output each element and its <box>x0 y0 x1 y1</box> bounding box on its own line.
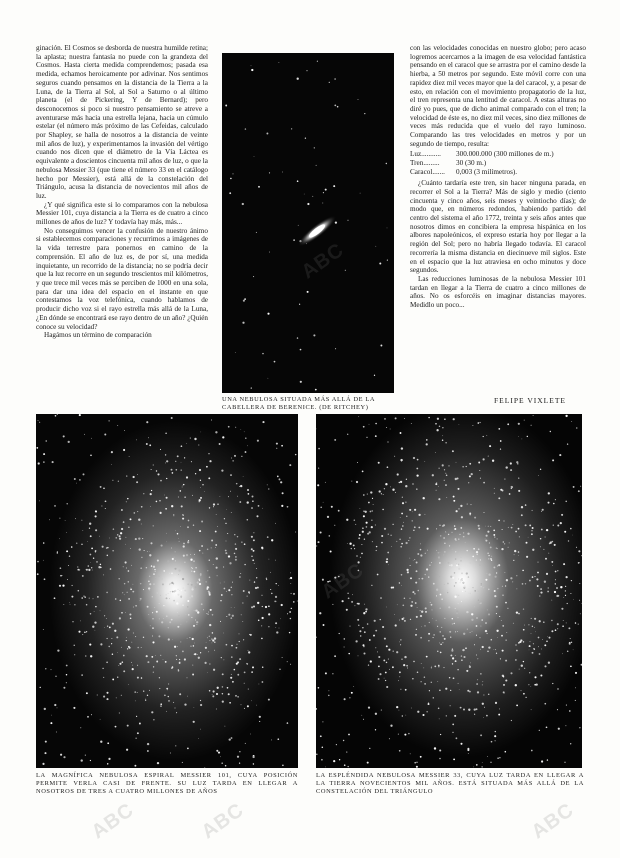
speed-value: 0,003 (3 milímetros). <box>456 167 518 176</box>
nebula-berenice-photo <box>222 53 394 393</box>
speed-value: 300.000.000 (300 millones de m.) <box>456 150 554 159</box>
speed-row <box>410 150 586 159</box>
messier-33-photo <box>316 414 582 768</box>
caption-top: UNA NEBULOSA SITUADA MÁS ALLÁ DE LA CABELLERA DE BERENICE. (DE RITCHEY) <box>222 396 375 411</box>
left-text-column <box>36 44 208 340</box>
right-text-column <box>410 44 586 310</box>
edge-on-galaxy-image <box>222 53 394 393</box>
left-paragraph: ¿Y qué significa este si lo comparamos con la nebulosa Messier 101, cuya distancia a la Tierra es de cuatro a cinco millones de años de luz? Y todavía hay más, más... <box>36 200 208 227</box>
speed-row <box>410 159 586 168</box>
author-signature: FELIPE VIXLETE <box>494 396 566 405</box>
right-paragraph: Las reducciones luminosas de la nebulosa Messier 101 tardan en llegar a la Tierra de cuatro a cinco millones de años. No os esforcéis en imaginar distancias mayores. Medidlo un poco... <box>410 274 586 310</box>
abc-watermark: ABC <box>87 798 139 844</box>
abc-watermark: ABC <box>527 798 579 844</box>
spiral-galaxy-m33-image <box>316 414 582 768</box>
speed-comparison-table <box>410 150 586 176</box>
speed-label: Tren......... <box>410 159 440 168</box>
speed-label: Caracol....... <box>410 167 445 176</box>
left-paragraph: No conseguimos vencer la confusión de nuestro ánimo si establecemos comparaciones y recurrimos a imágenes de la vida terrestre para ponernos en camino de la comprensión. El año de luz es, de por sí, una medida inquietante, un recorrido de la distancia; no se podría decir que la luz recorre en un segundo trescientos mil kilómetros, y que trece mil veces más se perciben de 1000 en una sola, para dar una idea del espacio en el instante en que contestamos la voz telefónica, cuando hablamos de producir dicho voz si el rayo estrella más allá de la Luna, ¿En dónde se encontrará ese rayo dentro de un año? ¿Quién conoce su velocidad? <box>36 226 208 331</box>
spiral-galaxy-m101-image <box>36 414 298 768</box>
right-paragraph: con las velocidades conocidas en nuestro globo; pero acaso logremos acercarnos a la imagen de esa velocidad fantástica pensando en el caracol que se arrastra por el camino desde la hierba, a 50 metros por segundo. Este móvil corre con una rapidez diez mil veces mayor que la del caracol, y, a pesar de esto, en relación con el movimiento propagatorio de la luz, el tren representa una lentitud de caracol. A estas alturas no diré yo pues, que de dicho animal comparado con el tren; la velocidad de éste es, no diez mil veces, sino diez millones de veces más reducida que el vuelo del rayo luminoso. Comparando las tres velocidades en metros y por un segundo de tiempo, resulta: <box>410 44 586 148</box>
left-paragraph: ginación. El Cosmos se desborda de nuestra humilde retina; la aplasta; nuestra fantasía no puede con la grandeza del Cosmos. Hasta cierta medida comprendemos; pasada esa medida, echamos heroicamente por adivinar. Nos sentimos seguros cuando pensamos en la distancia de la Tierra a la Luna, de la Tierra al Sol, al Sol a Saturno o al último planeta (el de Pickering, Y de Bernard); pero desconocemos si poco si nuestro pensamiento se atreve a aventurarse más hacia una estrella lejana, hacia un cúmulo estelar (el número más próximo de las Cefeidas, calculado por Shapley, se halla de nosotros a la distancia de veinte mil años de luz), y experimentamos la invasión del vértigo cuando nos dicen que el diámetro de la Vía Láctea es equivalente a doscientos cincuenta mil años de luz, o que la nebulosa Messier 33 (que tiene el número 33 en el catálogo hecho por Messier), está allá de la constelación del Triángulo, acusa la distancia de novecientos mil años de luz. <box>36 44 208 200</box>
right-paragraph: ¿Cuánto tardaría este tren, sin hacer ninguna parada, en recorrer el Sol a la Tierra? Más de siglo y medio (ciento cincuenta y cinco años, seis meses y veintiocho días); de modo que, en números redondos, habiendo partido del centro del sistema el año 1772, treinta y seis años antes que nosotros dimos en concibiera la empresa hispánica en los albores napoleónicos, el expreso estaría hoy por llegar a la región del Sol; pero no habría llegado todavía. El caracol recorrería la misma distancia en diecinueve mil siglos. Este en el espacio que la luz atraviesa en ocho minutos y doce segundos. <box>410 179 586 275</box>
caption-bottom-right: LA ESPLÉNDIDA NEBULOSA MESSIER 33, CUYA LUZ TARDA EN LLEGAR A LA TIERRA NOVECIENTOS MIL AÑOS. ESTÁ SITUADA MÁS ALLÁ DE LA CONSTELACIÓN DEL TRIÁNGULO <box>316 772 584 795</box>
caption-bottom-left: LA MAGNÍFICA NEBULOSA ESPIRAL MESSIER 101, CUYA POSICIÓN PERMITE VERLA CASI DE FRENTE. SU LUZ TARDA EN LLEGAR A NOSOTROS DE TRES A CUATRO MILLONES DE AÑOS <box>36 772 298 795</box>
speed-row <box>410 168 586 177</box>
messier-101-photo <box>36 414 298 768</box>
left-paragraph: Hagámos un término de comparación <box>44 331 152 340</box>
abc-watermark: ABC <box>197 798 249 844</box>
speed-label: Luz........... <box>410 150 441 159</box>
speed-value: 30 (30 m.) <box>456 159 487 168</box>
